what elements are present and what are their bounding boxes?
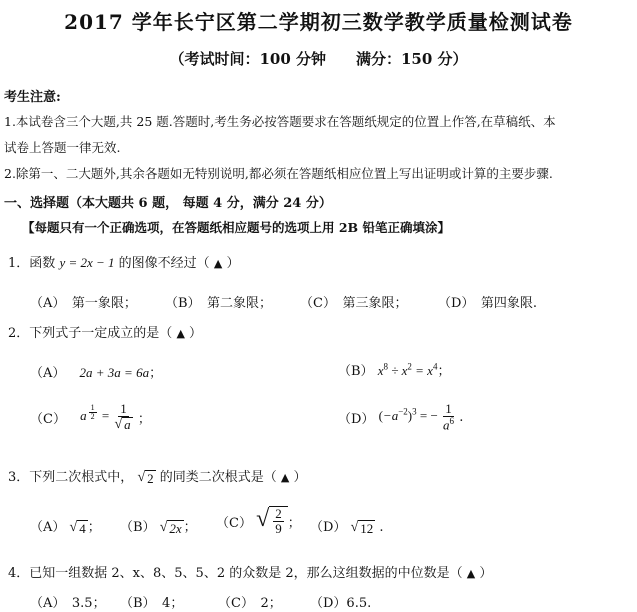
question-3 [8, 466, 307, 487]
q2-option-a: （A） 2a + 3a = 6a； [30, 365, 163, 381]
section-1-instruction: 【每题只有一个正确选项，在答题纸相应题号的选项上用 2B 铅笔正确填涂】 [22, 220, 450, 235]
triangle-icon: ▲ [280, 471, 290, 484]
option-d-expression: $(-a^{-2})^3$ = − $\frac{1}{a^6}$ [378, 401, 455, 433]
q2-option-d: （D） $(-a^{-2})^3$ = − $\frac{1}{a^6}$ . [338, 401, 464, 433]
option-label: （C） [216, 515, 252, 531]
q2-option-b: （B） $x^8 \div x^2 = x^4$； [338, 361, 451, 379]
q1-option-d: （D） 第四象限. [438, 296, 538, 311]
option-label: （D） [310, 520, 347, 535]
question-stem: 下列式子一定成立的是（ [29, 326, 173, 341]
close-paren: ） [189, 326, 203, 341]
question-number: 4． [8, 566, 30, 581]
option-label: （A） [30, 520, 66, 535]
triangle-icon: ▲ [213, 257, 223, 270]
question-stem-end: 的同类二次根式是（ [159, 470, 277, 485]
close-paren: ） [293, 470, 307, 485]
q2-option-c: （C） a $^{\frac{1}{2}}$ = 1 √ a ； [30, 401, 151, 433]
notice-item-2: 2.除第一、二大题外,其余各题如无特别说明,都必须在答题纸相应位置上写出证明或计算的主要步骤. [4, 166, 553, 181]
question-1 [8, 252, 239, 271]
sqrt-2-expression: √ 2 [137, 470, 154, 486]
exam-title: 2017 学年长宁区第二学期初三数学教学质量检测试卷 [64, 10, 573, 34]
option-label: （B） [338, 364, 374, 379]
question-stem: 下列二次根式中， [29, 470, 134, 485]
notice-heading: 考生注意: [4, 90, 61, 105]
triangle-icon: ▲ [176, 327, 185, 340]
q1-option-b: （B） 第二象限； [165, 296, 273, 311]
option-b-expression: $x^8 \div x^2 = x^4$ [377, 361, 438, 378]
option-c-expression: a $^{\frac{1}{2}}$ = 1 √ a [80, 401, 131, 433]
notice-item-1-line-1: 1.本试卷含三个大题,共 25 题.答题时,考生务必按答题要求在答题纸规定的位置上作答,在草稿纸、本 [4, 114, 556, 129]
q3-option-d: （D） √ 12 . [310, 520, 384, 536]
question-number: 1． [8, 256, 30, 271]
option-label: （A） [30, 366, 66, 381]
option-label: （B） [120, 520, 156, 535]
close-paren: ） [479, 566, 493, 581]
q3-option-c: （C） √ $\frac{2}{9}$ ； [216, 506, 301, 537]
q4-option-c: （C） 2； [218, 596, 282, 611]
option-a-expression: 2a + 3a = 6a [79, 365, 150, 380]
option-label: （C） [30, 411, 66, 427]
q1-option-a: （A） 第一象限； [30, 296, 137, 311]
q4-option-a: （A） 3.5； [30, 596, 106, 611]
question-stem: 函数 [29, 256, 56, 271]
notice-item-1-line-2: 试卷上答题一律无效. [4, 140, 121, 155]
question-2 [8, 322, 202, 341]
question-stem: 已知一组数据 2、x、8、5、5、2 的众数是 2，那么这组数据的中位数是（ [29, 566, 463, 581]
q1-option-c: （C） 第三象限； [300, 296, 408, 311]
function-expression: y = 2x − 1 [59, 255, 115, 270]
q3-option-b: （B） √ 2x ； [120, 520, 197, 536]
triangle-icon: ▲ [466, 567, 476, 580]
question-stem-end: 的图像不经过（ [118, 256, 210, 271]
question-4 [8, 562, 492, 581]
question-number: 3． [8, 470, 30, 485]
question-number: 2． [8, 326, 30, 341]
q4-option-b: （B） 4； [120, 596, 184, 611]
exam-subtitle: （考试时间：100 分钟 满分：150 分） [169, 50, 468, 68]
section-1-heading: 一、选择题（本大题共 6 题， 每题 4 分，满分 24 分） [4, 196, 332, 211]
close-paren: ） [226, 256, 240, 271]
q3-option-a: （A） √ 4 ； [30, 520, 101, 536]
option-label: （D） [338, 411, 375, 427]
q4-option-d: （D）6.5. [310, 596, 372, 611]
